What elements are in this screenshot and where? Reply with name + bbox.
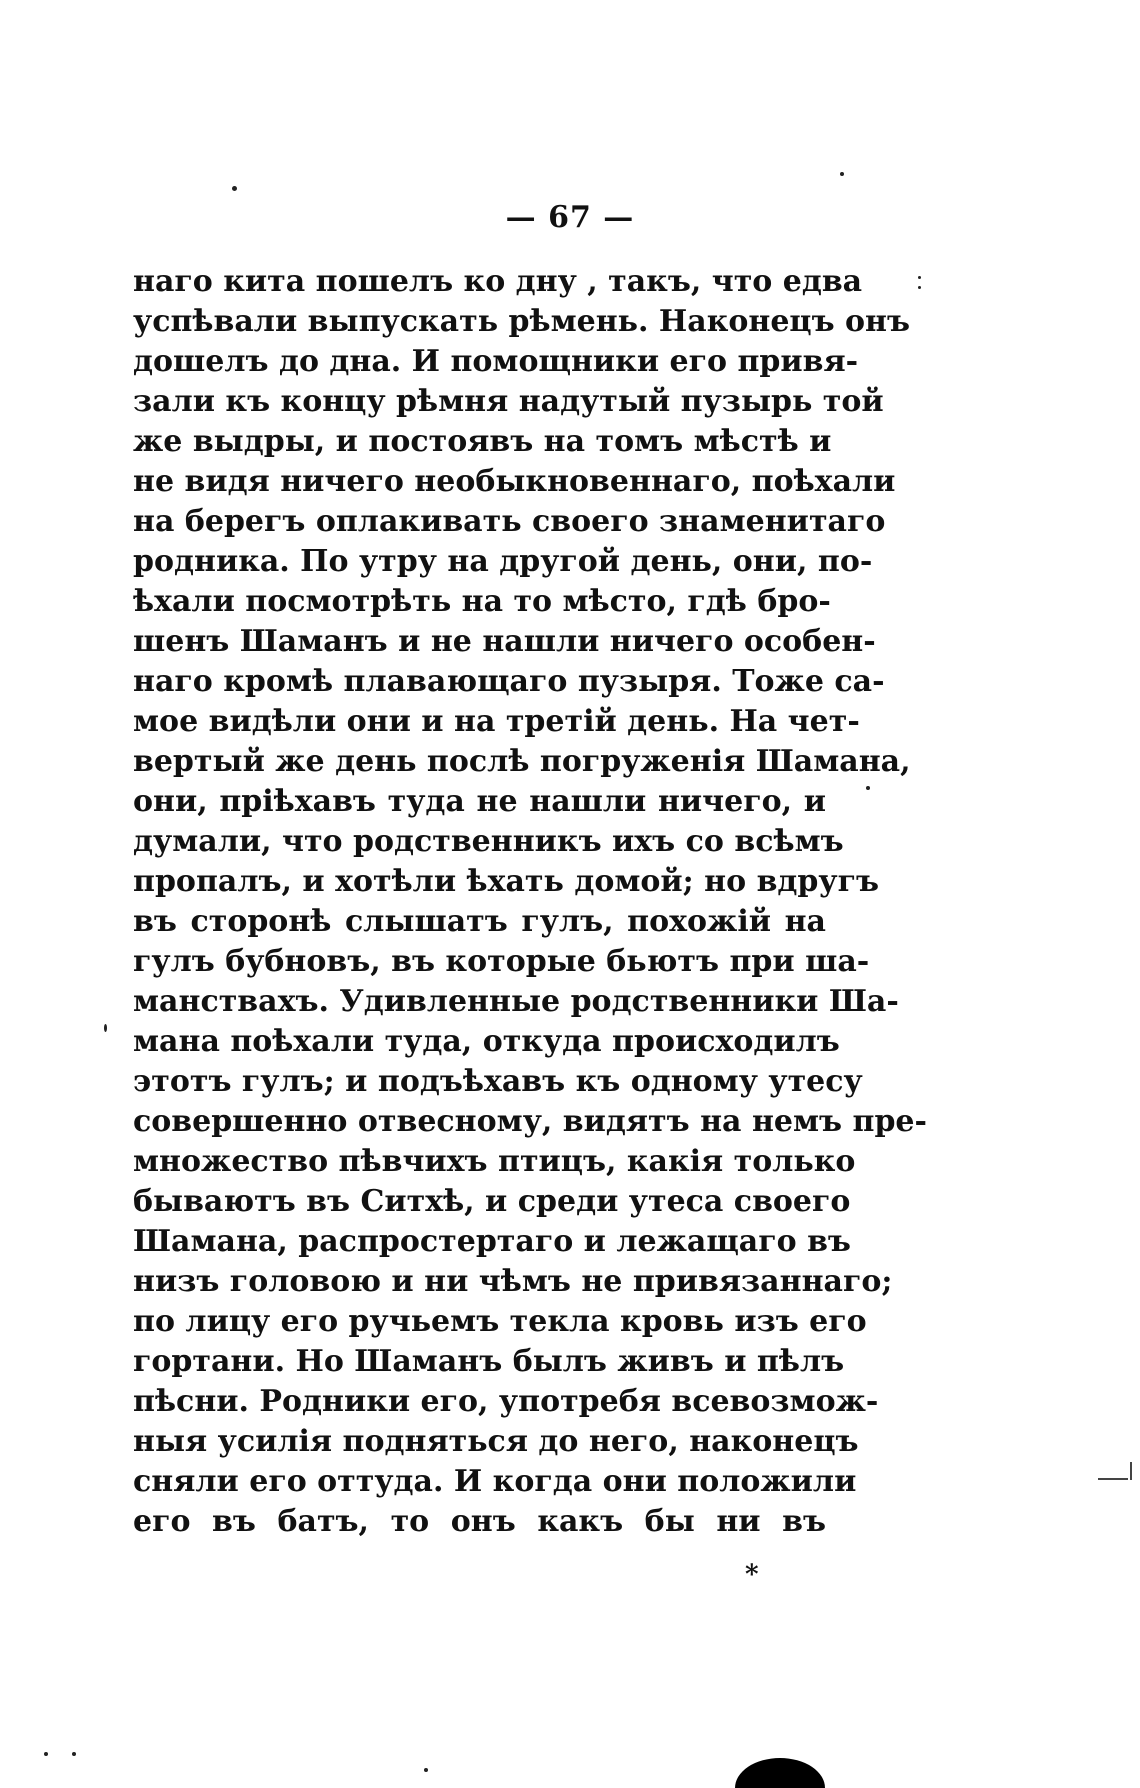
scan-speck (866, 786, 870, 790)
text-line: въ сторонѣ слышатъ гулъ, похожій на (133, 904, 826, 939)
text-line: пропалъ, и хотѣли ѣхать домой; но вдругъ (133, 864, 880, 899)
text-line: дошелъ до дна. И помощники его привя- (133, 344, 859, 379)
text-line: сняли его оттуда. И когда они положили (133, 1464, 857, 1499)
text-line: бываютъ въ Ситхѣ, и среди утеса своего (133, 1184, 851, 1219)
signature-mark: * (745, 1560, 759, 1590)
scan-speck (918, 276, 921, 279)
scan-speck (44, 1752, 48, 1756)
text-line: думали, что родственникъ ихъ со всѣмъ (133, 824, 844, 859)
scan-speck (424, 1768, 428, 1772)
text-line: же выдры, и постоявъ на томъ мѣстѣ и (133, 424, 832, 459)
text-line: по лицу его ручьемъ текла кровь изъ его (133, 1304, 867, 1339)
scan-blot (735, 1758, 825, 1788)
scan-speck (104, 1024, 107, 1032)
text-line: наго кромѣ плавающаго пузыря. Тоже са- (133, 664, 885, 699)
text-line: совершенно отвесному, видятъ на немъ пре- (133, 1104, 927, 1139)
text-line: наго кита пошелъ ко дну , такъ, что едва (133, 264, 863, 299)
text-line: гортани. Но Шаманъ былъ живъ и пѣлъ (133, 1344, 845, 1379)
text-line: низъ головою и ни чѣмъ не привязаннаго; (133, 1264, 893, 1299)
scan-speck (232, 186, 237, 191)
text-line: шенъ Шаманъ и не нашли ничего особен- (133, 624, 876, 659)
text-line: мое видѣли они и на третій день. На чет- (133, 704, 860, 739)
text-line: множество пѣвчихъ птицъ, какія только (133, 1144, 856, 1179)
text-line: на берегъ оплакивать своего знаменитаго (133, 504, 886, 539)
text-line: мана поѣхали туда, откуда происходилъ (133, 1024, 840, 1059)
text-line: гулъ бубновъ, въ которые бьютъ при ша- (133, 944, 870, 979)
text-line: зали къ концу рѣмня надутый пузырь той (133, 384, 884, 419)
text-line: успѣвали выпускать рѣмень. Наконецъ онъ (133, 304, 911, 339)
page-number: — 67 — (505, 200, 635, 235)
text-line: его въ батъ, то онъ какъ бы ни въ (133, 1504, 826, 1539)
text-line: вертый же день послѣ погруженія Шамана, (133, 744, 911, 779)
text-line: этотъ гулъ; и подъѣхавъ къ одному утесу (133, 1064, 863, 1099)
text-line: родника. По утру на другой день, они, по- (133, 544, 873, 579)
text-line: ѣхали посмотрѣть на то мѣсто, гдѣ бро- (133, 584, 831, 619)
text-line: манствахъ. Удивленные родственники Ша- (133, 984, 899, 1019)
scan-speck (918, 286, 921, 289)
text-line: пѣсни. Родники его, употребя всевозмож- (133, 1384, 879, 1419)
scan-edge-mark (1098, 1478, 1128, 1480)
text-line: ныя усилія подняться до него, наконецъ (133, 1424, 859, 1459)
text-line: они, пріѣхавъ туда не нашли ничего, и (133, 784, 826, 819)
text-line: не видя ничего необыкновеннаго, поѣхали (133, 464, 896, 499)
body-text (133, 262, 927, 1542)
text-line: Шамана, распростертаго и лежащаго въ (133, 1224, 851, 1259)
scan-speck (840, 172, 844, 176)
scan-speck (72, 1752, 76, 1756)
scan-edge-mark (1130, 1462, 1132, 1480)
